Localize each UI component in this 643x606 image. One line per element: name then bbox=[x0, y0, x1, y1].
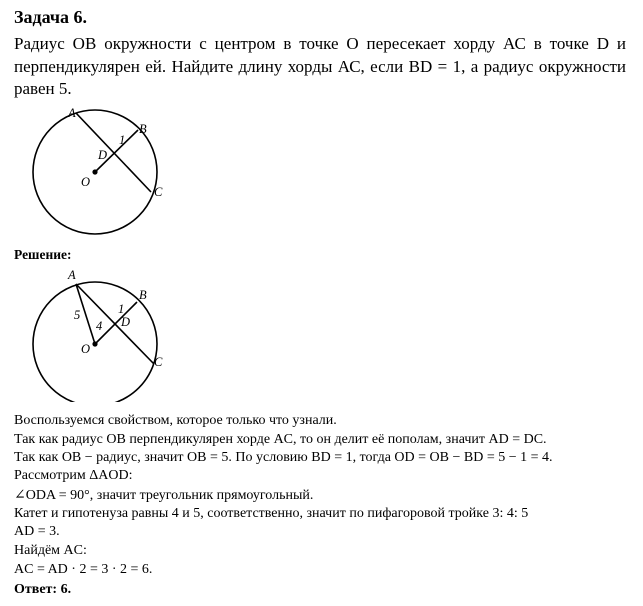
center-point bbox=[92, 341, 97, 346]
label-d: D bbox=[121, 315, 131, 329]
solution-line-1: Воспользуемся свойством, которое только что узнали. bbox=[14, 413, 337, 428]
center-point bbox=[92, 169, 97, 174]
label-c: C bbox=[154, 355, 163, 369]
label-ao: 5 bbox=[74, 308, 81, 322]
label-a: A bbox=[68, 268, 76, 282]
solution-line-4: Рассмотрим ΔAOD: bbox=[14, 468, 133, 483]
label-o: O bbox=[81, 342, 91, 356]
label-b: B bbox=[139, 288, 147, 302]
solution-line-7: AD = 3. bbox=[14, 524, 60, 539]
label-o: O bbox=[81, 175, 91, 189]
answer: Ответ: 6. bbox=[14, 582, 72, 597]
solution-line-3: Так как OB − радиус, значит OB = 5. По условию BD = 1, тогда OD = OB − BD = 5 − 1 = 4. bbox=[14, 450, 553, 465]
solution-line-8: Найдём AC: bbox=[14, 543, 87, 558]
label-b: B bbox=[139, 122, 147, 136]
solution-line-5: ∠ODA = 90°, значит треугольник прямоугольный. bbox=[14, 488, 314, 503]
solution-line-9: AC = AD · 2 = 3 · 2 = 6. bbox=[14, 562, 153, 577]
label-bd: 1 bbox=[118, 302, 125, 316]
solution-line-2: Так как радиус OB перпендикулярен хорде AC, то он делит её пополам, значит AD = DC. bbox=[14, 432, 547, 447]
solution-figure bbox=[20, 262, 170, 402]
problem-figure bbox=[20, 104, 170, 239]
problem-text: Радиус ОВ окружности с центром в точке О пересекает хорду АС в точке D и перпендикулярен ей. Найдите длину хорды АС, если BD = 1, а радиус окружности равен 5. bbox=[14, 34, 626, 98]
label-a: A bbox=[68, 106, 76, 120]
label-d: D bbox=[98, 148, 108, 162]
label-od: 4 bbox=[96, 319, 103, 333]
problem-title: Задача 6. bbox=[14, 7, 88, 27]
solution-line-6: Катет и гипотенуза равны 4 и 5, соответственно, значит по пифагоровой тройке 3: 4: 5 bbox=[14, 506, 529, 521]
label-c: C bbox=[154, 185, 163, 199]
label-bd: 1 bbox=[119, 133, 126, 147]
solution-heading: Решение: bbox=[14, 247, 72, 262]
